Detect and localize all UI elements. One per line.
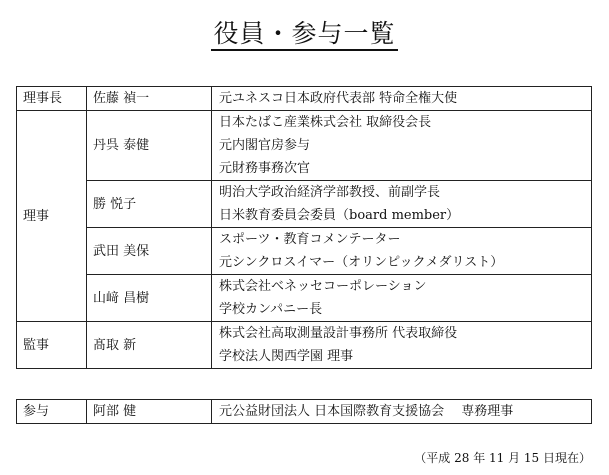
name-cell: 阿部 健 <box>87 400 212 424</box>
table-row <box>17 111 592 181</box>
description-line: 学校カンパニー長 <box>219 302 323 317</box>
description-cell <box>212 400 592 424</box>
description-line: 明治大学政治経済学部教授、前副学長 <box>219 185 441 200</box>
officers-table <box>16 86 592 369</box>
description-cell <box>212 87 592 111</box>
name-cell: 髙取 新 <box>87 322 212 369</box>
role-cell: 参与 <box>17 400 87 424</box>
table-row <box>17 400 592 424</box>
description-line: 元シンクロスイマー（オリンピックメダリスト） <box>219 255 504 270</box>
description-cell <box>212 111 592 181</box>
table-row <box>17 181 592 228</box>
table-row <box>17 322 592 369</box>
description-line: 元ユネスコ日本政府代表部 特命全権大使 <box>219 91 458 106</box>
role-cell: 理事 <box>17 111 87 322</box>
name-cell: 山﨑 昌樹 <box>87 275 212 322</box>
description-line: 日本たばこ産業株式会社 取締役会長 <box>219 115 432 130</box>
role-cell: 理事長 <box>17 87 87 111</box>
description-line: スポーツ・教育コメンテーター <box>219 232 401 247</box>
description-line: 株式会社ベネッセコーポレーション <box>219 279 427 294</box>
name-cell: 武田 美保 <box>87 228 212 275</box>
description-line: 元内閣官房参与 <box>219 138 311 153</box>
name-cell: 丹呉 泰健 <box>87 111 212 181</box>
description-line: 元公益財団法人 日本国際教育支援協会 専務理事 <box>219 404 514 419</box>
name-cell: 勝 悦子 <box>87 181 212 228</box>
description-cell <box>212 322 592 369</box>
page-title-text: 役員・参与一覧 <box>211 19 397 51</box>
description-line: 日米教育委員会委員（board member） <box>219 208 460 223</box>
page-title <box>0 18 609 50</box>
description-cell <box>212 275 592 322</box>
description-cell <box>212 228 592 275</box>
table-row <box>17 87 592 111</box>
role-cell: 監事 <box>17 322 87 369</box>
table-row <box>17 275 592 322</box>
description-line: 学校法人関西学園 理事 <box>219 349 354 364</box>
description-line: 株式会社高取測量設計事務所 代表取締役 <box>219 326 458 341</box>
description-line: 元財務事務次官 <box>219 161 311 176</box>
as-of-date: （平成 28 年 11 月 15 日現在） <box>414 451 591 465</box>
table-row <box>17 228 592 275</box>
advisor-table <box>16 399 592 424</box>
description-cell <box>212 181 592 228</box>
name-cell: 佐藤 禎一 <box>87 87 212 111</box>
